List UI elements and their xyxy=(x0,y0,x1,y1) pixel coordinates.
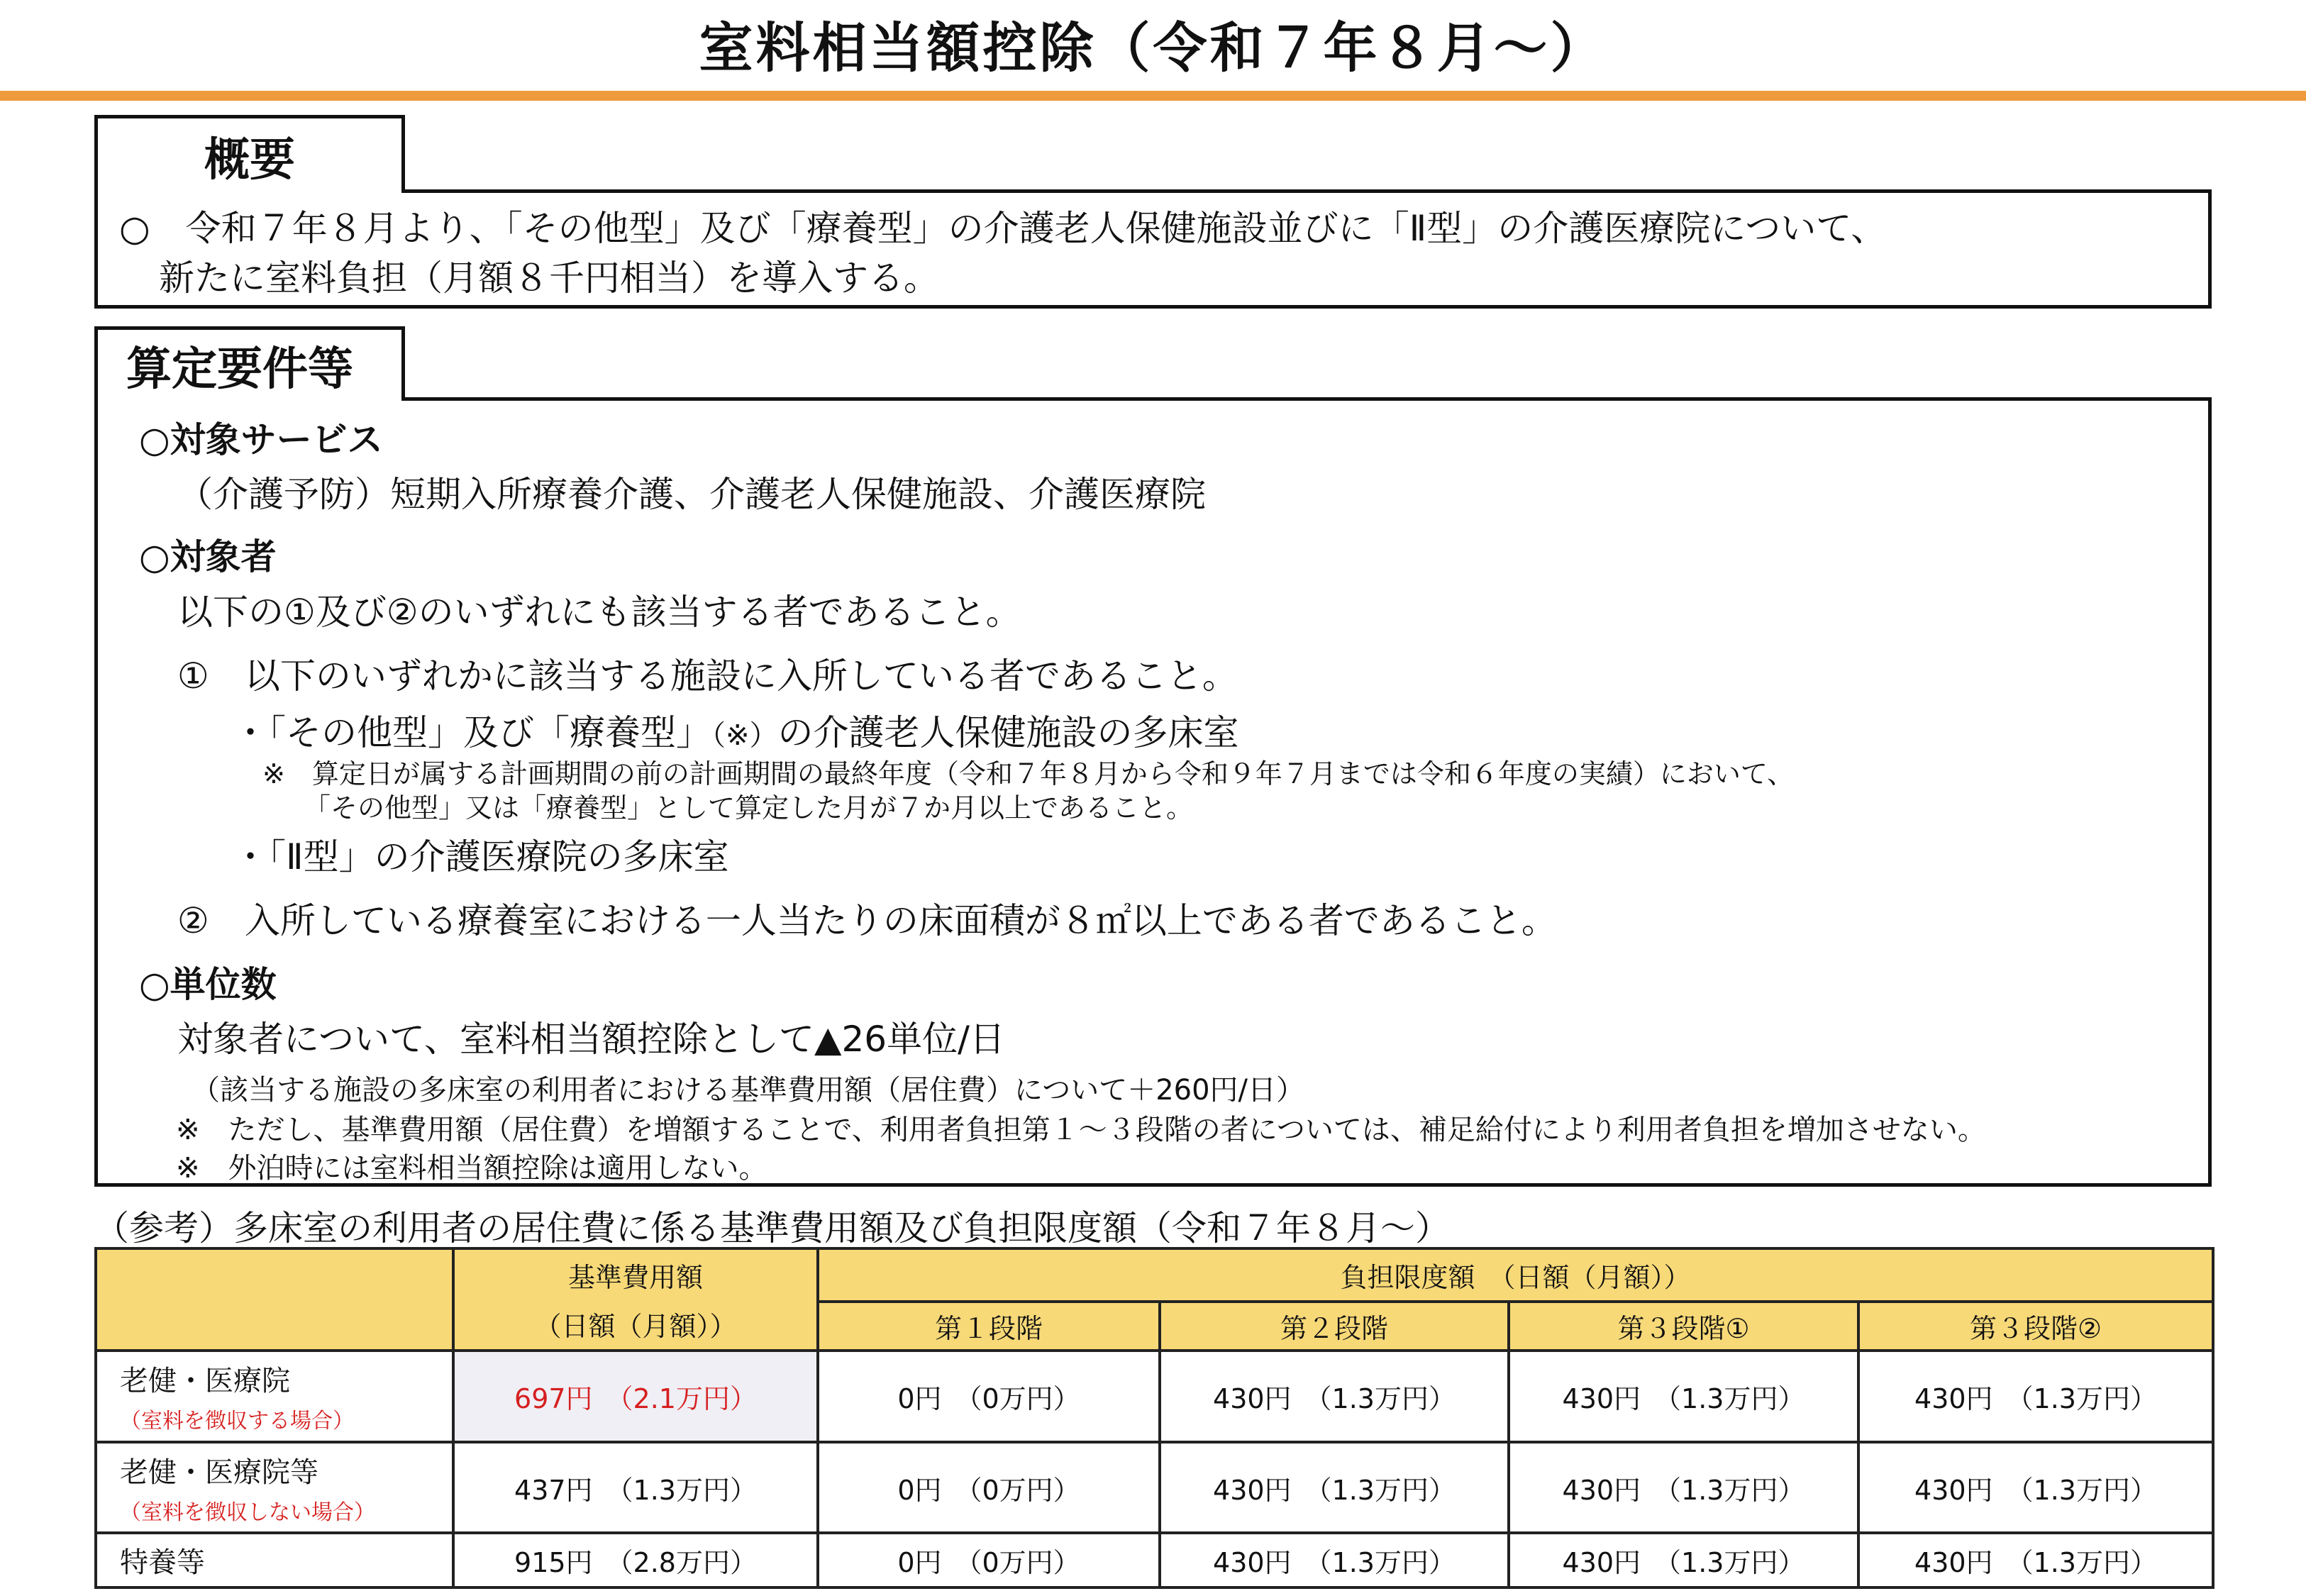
title-underline xyxy=(0,91,2306,101)
stage-2-cell: 430円 （1.3万円） xyxy=(1160,1351,1509,1443)
header-stage-3-2: 第３段階② xyxy=(1858,1302,2213,1351)
overview-line-1: ○ 令和７年８月より、「その他型」及び「療養型」の介護老人保健施設並びに「Ⅱ型」の介護医療院について、 xyxy=(119,208,1887,249)
standard-cost-cell: 697円 （2.1万円） xyxy=(453,1351,818,1443)
header-standard-line-2: （日額（月額）） xyxy=(534,1310,737,1342)
condition-bullet-1-suffix: の介護老人保健施設の多床室 xyxy=(777,712,1239,753)
header-stage-1: 第１段階 xyxy=(818,1302,1160,1351)
row-label: 老健・医療院 xyxy=(120,1365,290,1398)
stage-3-1-cell: 430円 （1.3万円） xyxy=(1509,1442,1858,1533)
row-sublabel: （室料を徴収する場合） xyxy=(120,1409,354,1434)
overview-tab-label: 概要 xyxy=(204,133,295,187)
standard-cost-cell: 915円 （2.8万円） xyxy=(453,1533,818,1587)
stage-2-cell: 430円 （1.3万円） xyxy=(1160,1442,1509,1533)
row-label: 特養等 xyxy=(120,1546,205,1579)
condition-bullet-1 xyxy=(233,704,1239,755)
overview-box xyxy=(94,189,2212,309)
target-service-text: （介護予防）短期入所療養介護、介護老人保健施設、介護医療院 xyxy=(177,474,1206,515)
stage-3-2-cell: 430円 （1.3万円） xyxy=(1858,1533,2213,1587)
stage-3-2-cell: 430円 （1.3万円） xyxy=(1858,1442,2213,1533)
reference-caption: （参考）多床室の利用者の居住費に係る基準費用額及び負担限度額（令和７年８月～） xyxy=(94,1208,1451,1248)
units-note: （該当する施設の多床室の利用者における基準費用額（居住費）について＋260円/日） xyxy=(192,1074,1305,1107)
condition-note-line-1: ※ 算定日が属する計画期間の前の計画期間の最終年度（令和７年８月から令和９年７月までは令和６年度の実績）において、 xyxy=(262,758,1795,789)
requirements-tab xyxy=(94,326,405,401)
reference-table xyxy=(94,1247,2214,1589)
condition-item-1: ① 以下のいずれかに該当する施設に入所している者であること。 xyxy=(177,655,1238,697)
header-standard-cost xyxy=(453,1248,818,1351)
condition-item-2: ② 入所している療養室における一人当たりの床面積が８㎡以上である者であること。 xyxy=(177,900,1557,941)
standard-cost-cell: 437円 （1.3万円） xyxy=(453,1442,818,1533)
row-label: 老健・医療院等 xyxy=(120,1456,318,1489)
condition-note-line-2: 「その他型」又は「療養型」として算定した月が７か月以上であること。 xyxy=(304,792,1194,824)
table-row xyxy=(96,1351,2213,1443)
condition-bullet-1-prefix: ・「その他型」及び「療養型」 xyxy=(233,712,711,753)
caution-2: ※ 外泊時には室料相当額控除は適用しない。 xyxy=(176,1152,767,1185)
table-row xyxy=(96,1533,2213,1587)
header-burden-limit: 負担限度額 （日額（月額）） xyxy=(818,1248,2213,1302)
stage-3-1-cell: 430円 （1.3万円） xyxy=(1509,1351,1858,1443)
stage-1-cell: 0円 （0万円） xyxy=(818,1351,1160,1443)
condition-bullet-1-mark: （※） xyxy=(711,719,778,752)
header-stage-2: 第２段階 xyxy=(1160,1302,1509,1351)
header-stage-3-1: 第３段階① xyxy=(1509,1302,1858,1351)
stage-1-cell: 0円 （0万円） xyxy=(818,1533,1160,1587)
table-row xyxy=(96,1442,2213,1533)
target-person-heading: ○対象者 xyxy=(139,536,277,577)
requirements-tab-label: 算定要件等 xyxy=(126,343,353,396)
table-corner-cell xyxy=(96,1248,453,1351)
overview-tab xyxy=(94,115,405,193)
stage-2-cell: 430円 （1.3万円） xyxy=(1160,1533,1509,1587)
stage-1-cell: 0円 （0万円） xyxy=(818,1442,1160,1533)
row-label-cell xyxy=(96,1442,453,1533)
overview-line-2: 新たに室料負担（月額８千円相当）を導入する。 xyxy=(159,257,939,299)
requirements-box xyxy=(94,397,2212,1187)
condition-bullet-2: ・「Ⅱ型」の介護医療院の多床室 xyxy=(233,836,729,877)
row-label-cell xyxy=(96,1351,453,1443)
stage-3-2-cell: 430円 （1.3万円） xyxy=(1858,1351,2213,1443)
units-heading: ○単位数 xyxy=(139,964,277,1005)
target-service-heading: ○対象サービス xyxy=(139,419,383,460)
row-sublabel: （室料を徴収しない場合） xyxy=(120,1500,375,1525)
row-label-cell xyxy=(96,1533,453,1587)
header-standard-line-1: 基準費用額 xyxy=(567,1261,703,1293)
caution-1: ※ ただし、基準費用額（居住費）を増額することで、利用者負担第１～３段階の者については、補足給付により利用者負担を増加させない。 xyxy=(176,1114,1986,1146)
units-prefix: 対象者について、室料相当額控除として xyxy=(177,1019,814,1060)
stage-3-1-cell: 430円 （1.3万円） xyxy=(1509,1533,1858,1587)
target-person-intro: 以下の①及び②のいずれにも該当する者であること。 xyxy=(177,592,1021,633)
page-title: 室料相当額控除（令和７年８月～） xyxy=(699,16,1607,79)
units-text xyxy=(177,1011,1005,1062)
units-value: ▲26単位/日 xyxy=(814,1019,1005,1060)
